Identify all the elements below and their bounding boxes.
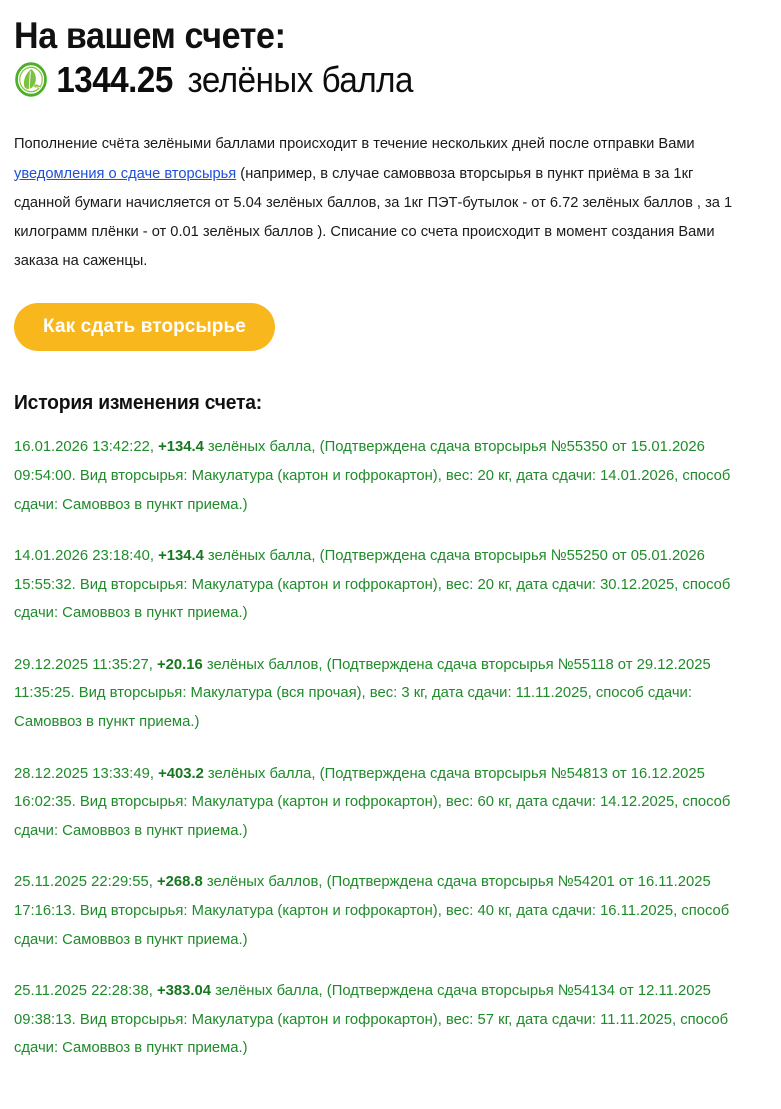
history-timestamp: 14.01.2026 23:18:40, — [14, 547, 159, 565]
history-details: зелёных балла, (Подтверждена сдача вторсырья №54813 от 16.12.2025 16:02:35. Вид вторсырья: Макулатура (картон и гофрокартон), вес: 60 кг, дата сдачи: 14.12.2025, способ сдачи: Самоввоз в пункт приема.) — [14, 764, 731, 839]
balance-row — [14, 58, 707, 100]
description-text-before-link: Пополнение счёта зелёными баллами происходит в течение нескольких дней после отправки Вами — [14, 135, 695, 153]
history-entry — [14, 433, 748, 519]
history-entry — [14, 760, 748, 846]
history-details: зелёных балла, (Подтверждена сдача вторсырья №55350 от 15.01.2026 09:54:00. Вид вторсырья: Макулатура (картон и гофрокартон), вес: 20 кг, дата сдачи: 14.01.2026, способ сдачи: Самоввоз в пункт приема.) — [14, 438, 731, 513]
history-entry — [14, 977, 748, 1063]
description-paragraph — [14, 129, 740, 275]
history-timestamp: 16.01.2026 13:42:22, — [14, 438, 159, 456]
history-amount: +268.8 — [157, 873, 203, 891]
history-timestamp: 25.11.2025 22:29:55, — [14, 873, 158, 891]
history-amount: +403.2 — [158, 764, 204, 782]
history-details: зелёных балла, (Подтверждена сдача вторсырья №54134 от 12.11.2025 09:38:13. Вид вторсырья: Макулатура (картон и гофрокартон), вес: 57 кг, дата сдачи: 11.11.2025, способ сдачи: Самоввоз в пункт приема.) — [14, 982, 729, 1057]
history-entry — [14, 868, 748, 954]
history-timestamp: 25.11.2025 22:28:38, — [14, 982, 158, 1000]
history-heading: История изменения счета: — [14, 391, 263, 415]
recycling-notification-link[interactable]: уведомления о сдаче вторсырья — [14, 164, 237, 182]
history-list — [14, 433, 767, 1062]
history-amount: +134.4 — [158, 438, 204, 456]
history-amount: +20.16 — [157, 655, 203, 673]
history-amount: +383.04 — [157, 982, 211, 1000]
history-amount: +134.4 — [158, 547, 204, 565]
history-entry — [14, 542, 748, 628]
description-text-after-link: (например, в случае самоввоза вторсырья в пункт приёма в за 1кг сданной бумаги начисляется от 5.04 зелёных баллов, за 1кг ПЭТ-бутылок - от 6.72 зелёных баллов , за 1 килограмм плёнки - от 0.01 зелёных баллов ). Списание со счета происходит в момент создания Вами заказа на саженцы. — [14, 164, 733, 270]
page-title: На вашем счете: — [14, 15, 286, 56]
history-timestamp: 28.12.2025 13:33:49, — [14, 764, 159, 782]
history-details: зелёных баллов, (Подтверждена сдача вторсырья №55118 от 29.12.2025 11:35:25. Вид вторсырья: Макулатура (вся прочая), вес: 3 кг, дата сдачи: 11.11.2025, способ сдачи: Самоввоз в пункт приема.) — [14, 655, 711, 731]
cta-container — [14, 303, 767, 351]
history-timestamp: 29.12.2025 11:35:27, — [14, 655, 158, 673]
balance-unit-label: зелёных балла — [187, 58, 414, 100]
green-leaf-icon — [14, 61, 48, 98]
history-details: зелёных балла, (Подтверждена сдача вторсырья №55250 от 05.01.2026 15:55:32. Вид вторсырья: Макулатура (картон и гофрокартон), вес: 20 кг, дата сдачи: 30.12.2025, способ сдачи: Самоввоз в пункт приема.) — [14, 547, 731, 622]
history-details: зелёных баллов, (Подтверждена сдача вторсырья №54201 от 16.11.2025 17:16:13. Вид вторсырья: Макулатура (картон и гофрокартон), вес: 40 кг, дата сдачи: 16.11.2025, способ сдачи: Самоввоз в пункт приема.) — [14, 873, 730, 948]
history-entry — [14, 651, 748, 737]
balance-amount: 1344.25 — [56, 58, 173, 100]
how-to-recycle-button[interactable]: Как сдать вторсырье — [14, 303, 275, 351]
